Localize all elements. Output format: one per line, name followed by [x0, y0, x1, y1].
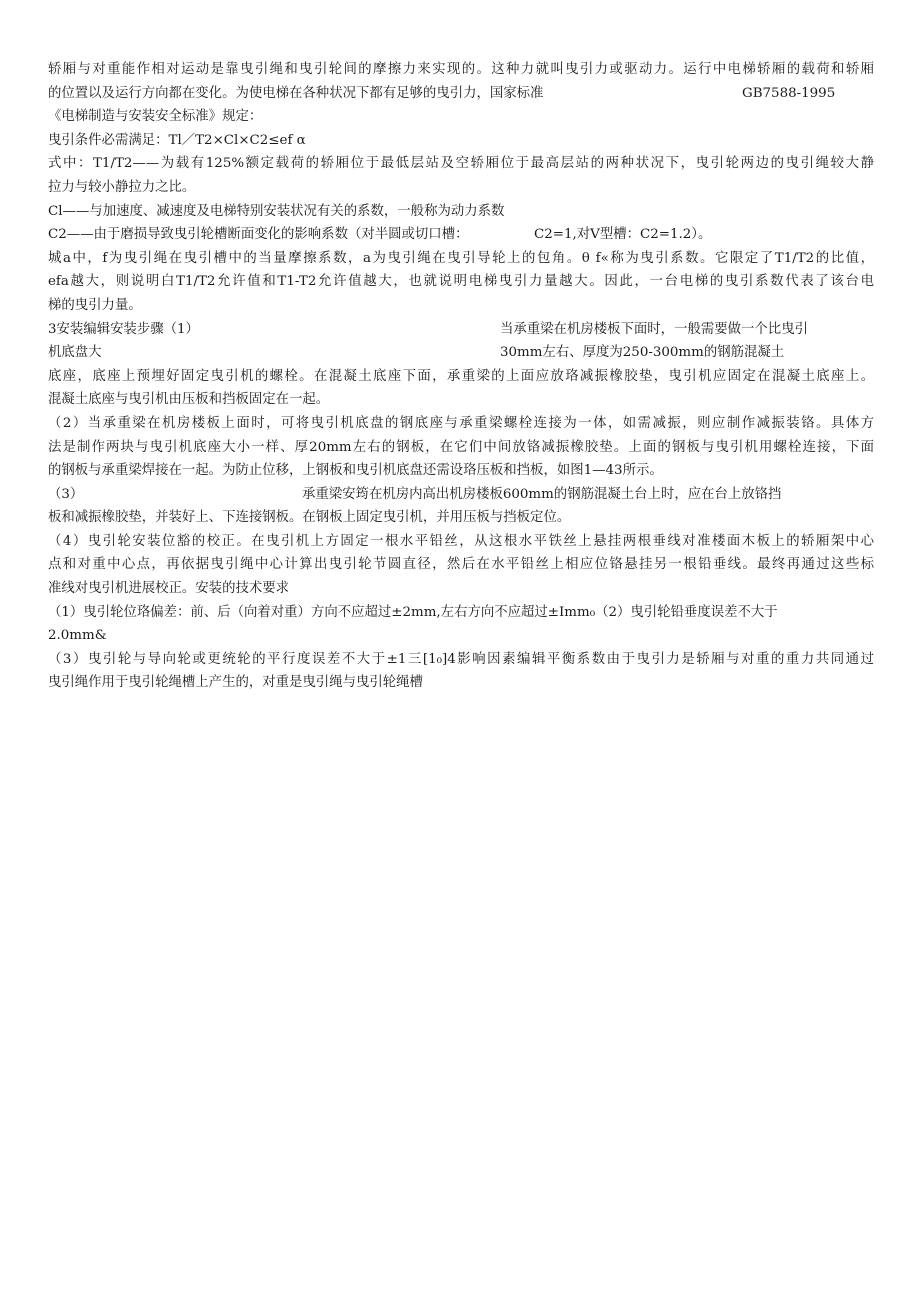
- standard-number: GB7588-1995: [742, 85, 836, 101]
- text-line: 轿厢与对重能作相对运动是靠曳引绳和曳引轮间的摩擦力来实现的。这种力就叫曳引力或驱动力。运行中电梯轿厢的载荷和轿厢: [48, 62, 874, 77]
- text-line: 城a中，f为曳引绳在曳引槽中的当量摩擦系数，a为曳引绳在曳引导轮上的包角。θ f«称为曳引系数。它限定了T1/T2的比值，: [48, 250, 874, 266]
- formula-line: 曳引条件必需满足：Tl／T2×Cl×C2≤ef α: [48, 132, 306, 148]
- text-line: [48, 341, 874, 365]
- text-line: [48, 483, 874, 507]
- text-line: 《电梯制造与安装安全标准》规定：: [48, 109, 263, 125]
- text-line: 准线对曳引机进展校正。安装的技术要求: [48, 581, 290, 597]
- text-line: 拉力与较小静拉力之比。: [48, 179, 196, 195]
- section-heading-line: [48, 318, 874, 342]
- text-segment: 当承重梁在机房楼板下面时，一般需要做一个比曳引: [500, 321, 808, 337]
- text-line: 混凝土底座与曳引机由压板和挡板固定在一起。: [48, 392, 330, 408]
- text-line: （1）曳引轮位珞偏差：前、后（向着对重）方向不应超过±2mm,左右方向不应超过±Imm₀（2）曳引轮铅垂度误差不大于: [48, 604, 778, 620]
- text-segment: C2——由于磨损导致曳引轮槽断面变化的影响系数（对半圆或切口槽：: [48, 227, 469, 243]
- text-segment: C2=1,对V型槽：C2=1.2）。: [534, 227, 712, 243]
- text-line: 法是制作两块与曳引机底座大小一样、厚20mm左右的钢板，在它们中间放铬减振橡胶垫。上面的钢板与曳引机用螺栓连接，下面: [48, 439, 874, 455]
- text-line: （2）当承重梁在机房楼板上面时，可将曳引机底盘的钢底座与承重梁螺栓连接为一体，如需减振，则应制作减振装铬。具体方: [48, 415, 874, 431]
- text-line: Cl——与加速度、减速度及电梯特别安装状况有关的系数，一般称为动力系数: [48, 203, 505, 219]
- text-line: （4）曳引轮安装位豁的校正。在曳引机上方固定一根水平铅丝，从这根水平铁丝上悬挂两根垂线对准楼面木板上的轿厢架中心: [48, 533, 874, 549]
- text-line: 2.0mm&: [48, 628, 107, 644]
- text-line: efa越大，则说明白T1/T2允许值和T1-T2允许值越大，也就说明电梯曳引力量越大。因此，一台电梯的曳引系数代表了该台电: [48, 274, 874, 290]
- text-segment: 30mm左右、厚度为250-300mm的钢筋混凝土: [500, 345, 785, 361]
- text-line: 的钢板与承重梁焊接在一起。为防止位移，上钢板和曳引机底盘还需设珞压板和挡板，如图1—43所示。: [48, 463, 663, 479]
- text-line: （3）曳引轮与导向轮或更统轮的平行度误差不大于±1三[1₀]4影响因素编辑平衡系数由于曳引力是轿厢与对重的重力共同通过: [48, 651, 874, 667]
- text-segment: 的位置以及运行方向都在变化。为使电梯在各种状况下都有足够的曳引力，国家标准: [48, 85, 544, 101]
- text-line: 板和减振橡胶垫，并装好上、下连接钢板。在钢板上固定曳引机，并用压板与挡板定位。: [48, 510, 571, 526]
- document-body: [48, 58, 874, 695]
- text-line: 底座，底座上预埋好固定曳引机的螺栓。在混凝土底座下面，承重梁的上面应放珞减振橡胶垫，曳引机应固定在混凝土底座上。: [48, 368, 874, 384]
- section-heading: 3安装编辑安装步骤（1）: [48, 321, 199, 337]
- text-line: 点和对重中心点，再依据曳引绳中心计算出曳引轮节圆直径，然后在水平铅丝上相应位铬悬挂另一根铅垂线。最终再通过这些标: [48, 557, 874, 573]
- text-line: 式中：T1/T2——为载有125%额定载荷的轿厢位于最低层站及空轿厢位于最高层站的两种状况下，曳引轮两边的曳引绳较大静: [48, 156, 874, 172]
- text-segment: 承重梁安筠在机房内高出机房楼板600mm的钢筋混凝土台上时，应在台上放铬挡: [302, 486, 782, 502]
- text-line: [48, 82, 874, 106]
- text-line: 梯的曳引力量。: [48, 297, 142, 313]
- text-segment: 机底盘大: [48, 345, 102, 361]
- text-line: 曳引绳作用于曳引轮绳槽上产生的，对重是曳引绳与曳引轮绳槽: [48, 675, 423, 691]
- list-marker: （3）: [48, 486, 84, 502]
- text-line: [48, 223, 874, 247]
